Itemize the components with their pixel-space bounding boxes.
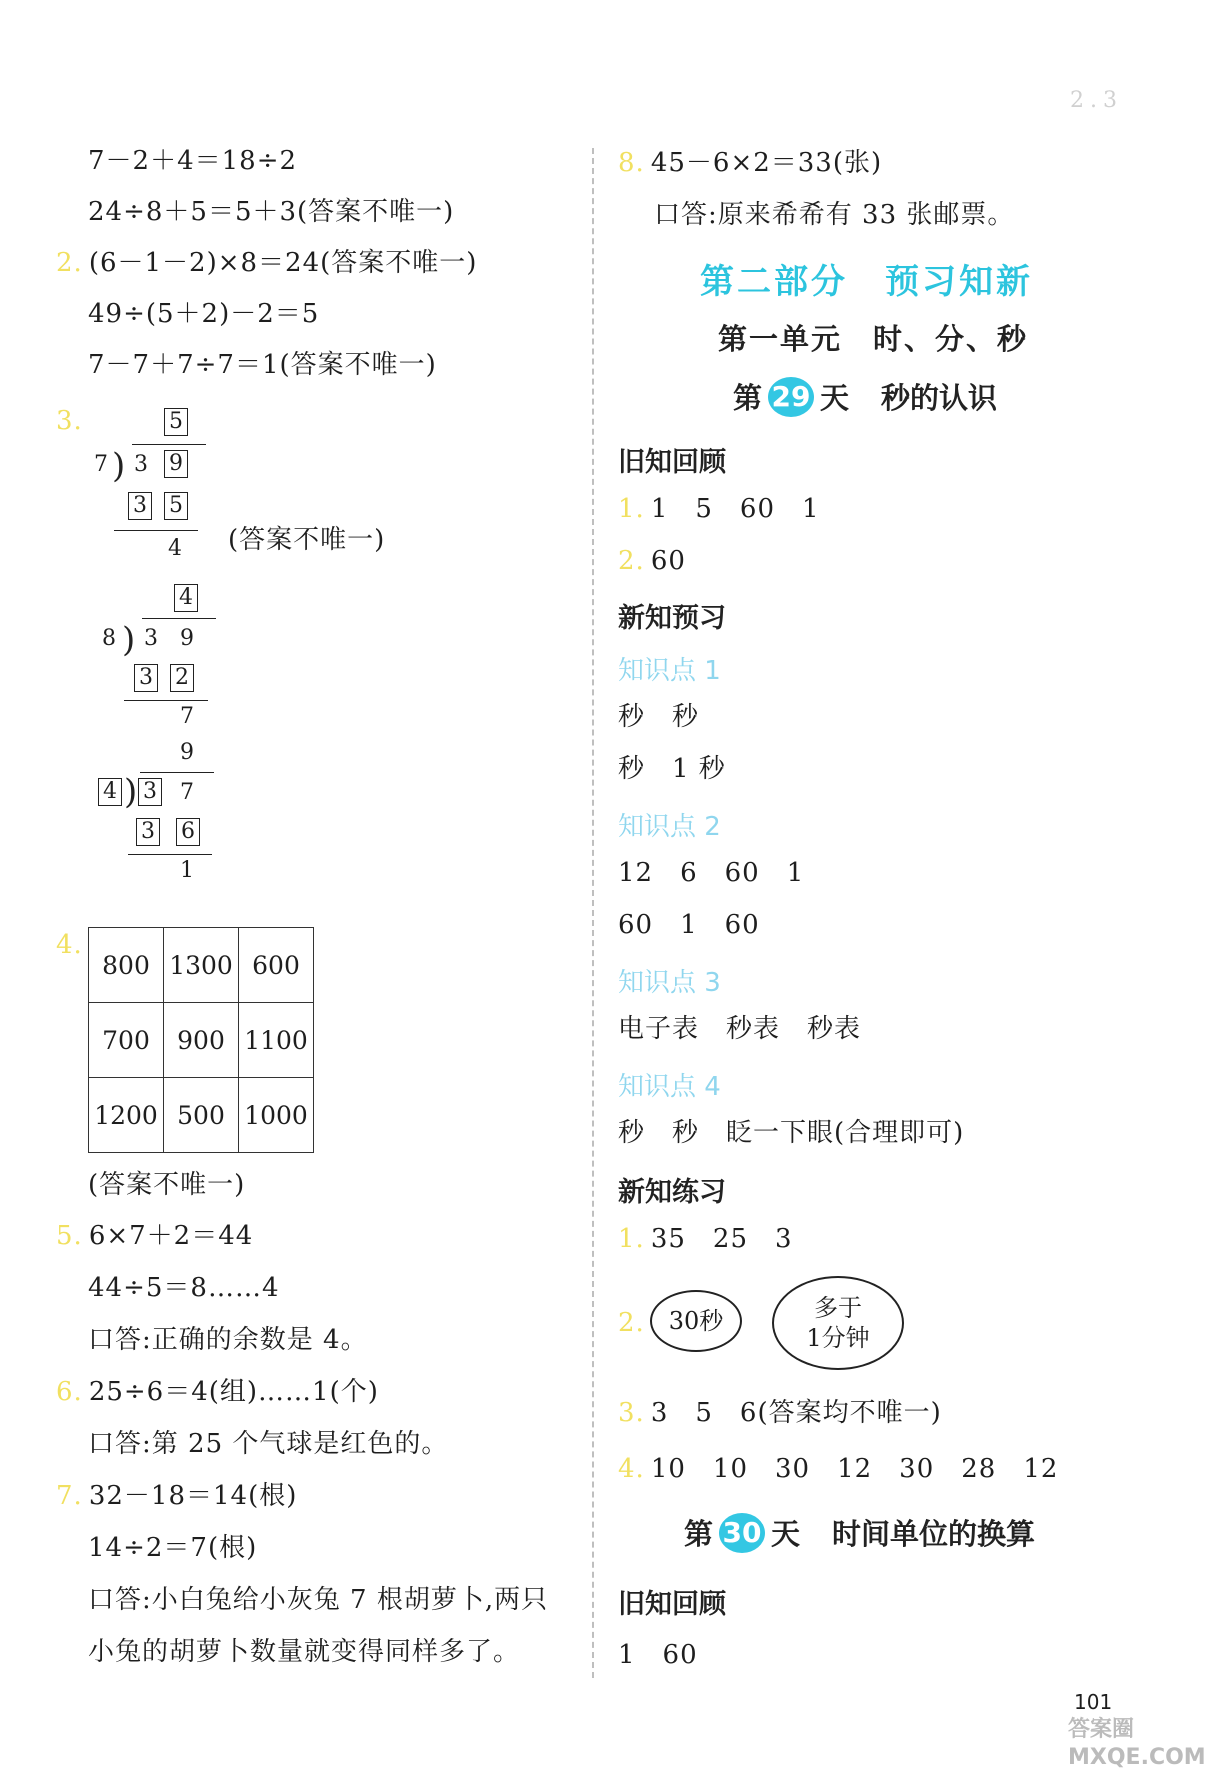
practice-3 — [618, 1396, 942, 1430]
question-number: 2. — [56, 248, 83, 278]
section-heading: 新知预习 — [618, 603, 726, 634]
answer-line: 1 5 60 1 — [650, 494, 820, 524]
product-box: 5 — [164, 492, 188, 520]
knowledge-point-label: 知识点 3 — [618, 968, 721, 998]
day-30-title — [684, 1512, 1035, 1553]
subtraction-line — [128, 854, 212, 855]
day-suffix: 天 — [820, 381, 850, 415]
review-2 — [618, 544, 686, 578]
dividend-digit: 7 — [180, 780, 194, 805]
question-8 — [618, 146, 882, 180]
dividend-digit: 3 — [144, 626, 158, 651]
product-box: 3 — [128, 492, 152, 520]
section-heading: 旧知回顾 — [618, 1589, 726, 1620]
divisor-box: 4 — [98, 778, 122, 806]
answer-line: 24÷8＋5＝5＋3(答案不唯一) — [88, 197, 455, 227]
section-heading: 新知练习 — [618, 1177, 726, 1208]
remainder: 7 — [180, 704, 194, 729]
knowledge-point-label: 知识点 1 — [618, 656, 721, 686]
answer-line: 秒 1 秒 — [618, 754, 726, 784]
quotient: 9 — [180, 740, 194, 765]
grid-cell: 500 — [164, 1078, 239, 1153]
question-5 — [56, 1219, 253, 1253]
division-bar — [140, 772, 214, 773]
quotient-box: 5 — [164, 408, 188, 436]
dividend-digit: 9 — [180, 626, 194, 651]
question-number: 3. — [618, 1398, 645, 1428]
number-grid — [88, 927, 314, 1153]
unit-title: 第一单元 时、分、秒 — [718, 322, 1029, 356]
question-number: 4. — [56, 930, 83, 960]
grid-cell: 700 — [89, 1003, 164, 1078]
question-7 — [56, 1479, 297, 1513]
question-number: 2. — [618, 546, 645, 576]
answer-line: 6×7＋2＝44 — [88, 1221, 254, 1251]
answer-line: 12 6 60 1 — [618, 858, 805, 888]
answer-line: 1 60 — [618, 1640, 698, 1670]
page-number: 101 — [1074, 1690, 1113, 1714]
grid-cell: 1200 — [89, 1078, 164, 1153]
ellipse-text: 1分钟 — [806, 1324, 870, 1352]
answer-line: 3 5 6(答案均不唯一) — [650, 1398, 942, 1428]
day-prefix: 第 — [733, 381, 763, 415]
answer-line: 25÷6＝4(组)……1(个) — [88, 1377, 379, 1407]
question-number: 8. — [618, 148, 645, 178]
answer-line: 口答:原来希希有 33 张邮票。 — [654, 200, 1015, 230]
divisor: 7 — [94, 452, 108, 477]
question-number: 3. — [56, 406, 83, 436]
long-division-3 — [98, 738, 218, 888]
knowledge-point-label: 知识点 4 — [618, 1072, 721, 1102]
subtraction-line — [114, 530, 198, 531]
answer-line: 45－6×2＝33(张) — [650, 148, 883, 178]
knowledge-point-label: 知识点 2 — [618, 812, 721, 842]
product-box: 6 — [176, 818, 200, 846]
division-bar — [142, 618, 216, 619]
answer-ellipse — [772, 1276, 904, 1370]
remainder: 4 — [168, 536, 182, 561]
division-bracket: ) — [112, 446, 126, 486]
long-division-1 — [90, 406, 210, 566]
product-box: 3 — [134, 664, 158, 692]
day-topic: 秒的认识 — [881, 381, 998, 415]
answer-line: 14÷2＝7(根) — [88, 1533, 258, 1563]
question-number: 2. — [618, 1308, 645, 1338]
day-number-badge: 30 — [719, 1513, 765, 1553]
watermark-logo: 答案圈 MXQE.COM — [1068, 1717, 1206, 1770]
answer-line: (6－1－2)×8＝24(答案不唯一) — [88, 248, 478, 278]
remainder: 1 — [180, 858, 194, 883]
dividend-box: 3 — [138, 778, 162, 806]
grid-cell: 1300 — [164, 928, 239, 1003]
product-box: 2 — [170, 664, 194, 692]
answer-line: 35 25 3 — [650, 1224, 793, 1254]
day-29-title — [733, 376, 997, 417]
long-division-2 — [100, 582, 220, 732]
question-number: 7. — [56, 1481, 83, 1511]
answer-line: 10 10 30 12 30 28 12 — [650, 1454, 1059, 1484]
grid-cell: 900 — [164, 1003, 239, 1078]
note: (答案不唯一) — [228, 525, 386, 555]
answer-line: 口答:小白兔给小灰兔 7 根胡萝卜,两只 — [88, 1585, 549, 1615]
product-box: 3 — [136, 818, 160, 846]
question-number: 5. — [56, 1221, 83, 1251]
answer-line: 32－18＝14(根) — [88, 1481, 298, 1511]
question-number: 4. — [618, 1454, 645, 1484]
question-number: 1. — [618, 1224, 645, 1254]
answer-line: 60 1 60 — [618, 910, 760, 940]
division-bracket: ) — [124, 772, 138, 812]
division-bar — [132, 444, 206, 445]
question-number: 6. — [56, 1377, 83, 1407]
grid-cell: 1000 — [239, 1078, 314, 1153]
ellipse-text: 30秒 — [668, 1307, 724, 1335]
answer-line: 口答:正确的余数是 4。 — [88, 1325, 368, 1355]
question-6 — [56, 1375, 379, 1409]
grid-cell: 1100 — [239, 1003, 314, 1078]
practice-4 — [618, 1452, 1058, 1486]
answer-line: 电子表 秒表 秒表 — [618, 1014, 862, 1044]
grid-cell: 600 — [239, 928, 314, 1003]
note: (答案不唯一) — [88, 1170, 246, 1200]
answer-ellipse — [650, 1290, 742, 1352]
division-bracket: ) — [122, 620, 136, 660]
answer-line: 7－7＋7÷7＝1(答案不唯一) — [88, 350, 437, 380]
answer-line: 7－2＋4＝18÷2 — [88, 146, 298, 176]
section-heading: 旧知回顾 — [618, 447, 726, 478]
answer-line: 口答:第 25 个气球是红色的。 — [88, 1429, 449, 1459]
answer-line: 60 — [650, 546, 686, 576]
part-title: 第二部分 预习知新 — [700, 262, 1033, 302]
column-divider — [592, 148, 594, 1678]
day-prefix: 第 — [684, 1517, 714, 1551]
dividend-digit: 3 — [134, 452, 148, 477]
review-1 — [618, 492, 820, 526]
question-number: 1. — [618, 494, 645, 524]
grid-cell: 800 — [89, 928, 164, 1003]
answer-line: 小兔的胡萝卜数量就变得同样多了。 — [88, 1637, 521, 1667]
practice-1 — [618, 1222, 793, 1256]
page-code: 2.3 — [1070, 88, 1123, 113]
question-2 — [56, 246, 477, 280]
divisor: 8 — [102, 626, 116, 651]
quotient-box: 4 — [174, 584, 198, 612]
answer-line: 秒 秒 — [618, 702, 700, 732]
day-topic: 时间单位的换算 — [832, 1517, 1036, 1551]
day-suffix: 天 — [771, 1517, 801, 1551]
dividend-box: 9 — [164, 450, 188, 478]
answer-line: 秒 秒 眨一下眼(合理即可) — [618, 1118, 965, 1148]
answer-line: 49÷(5＋2)－2＝5 — [88, 299, 320, 329]
ellipse-text: 多于 — [814, 1294, 862, 1322]
subtraction-line — [124, 700, 208, 701]
day-number-badge: 29 — [768, 377, 814, 417]
answer-line: 44÷5＝8……4 — [88, 1273, 280, 1303]
